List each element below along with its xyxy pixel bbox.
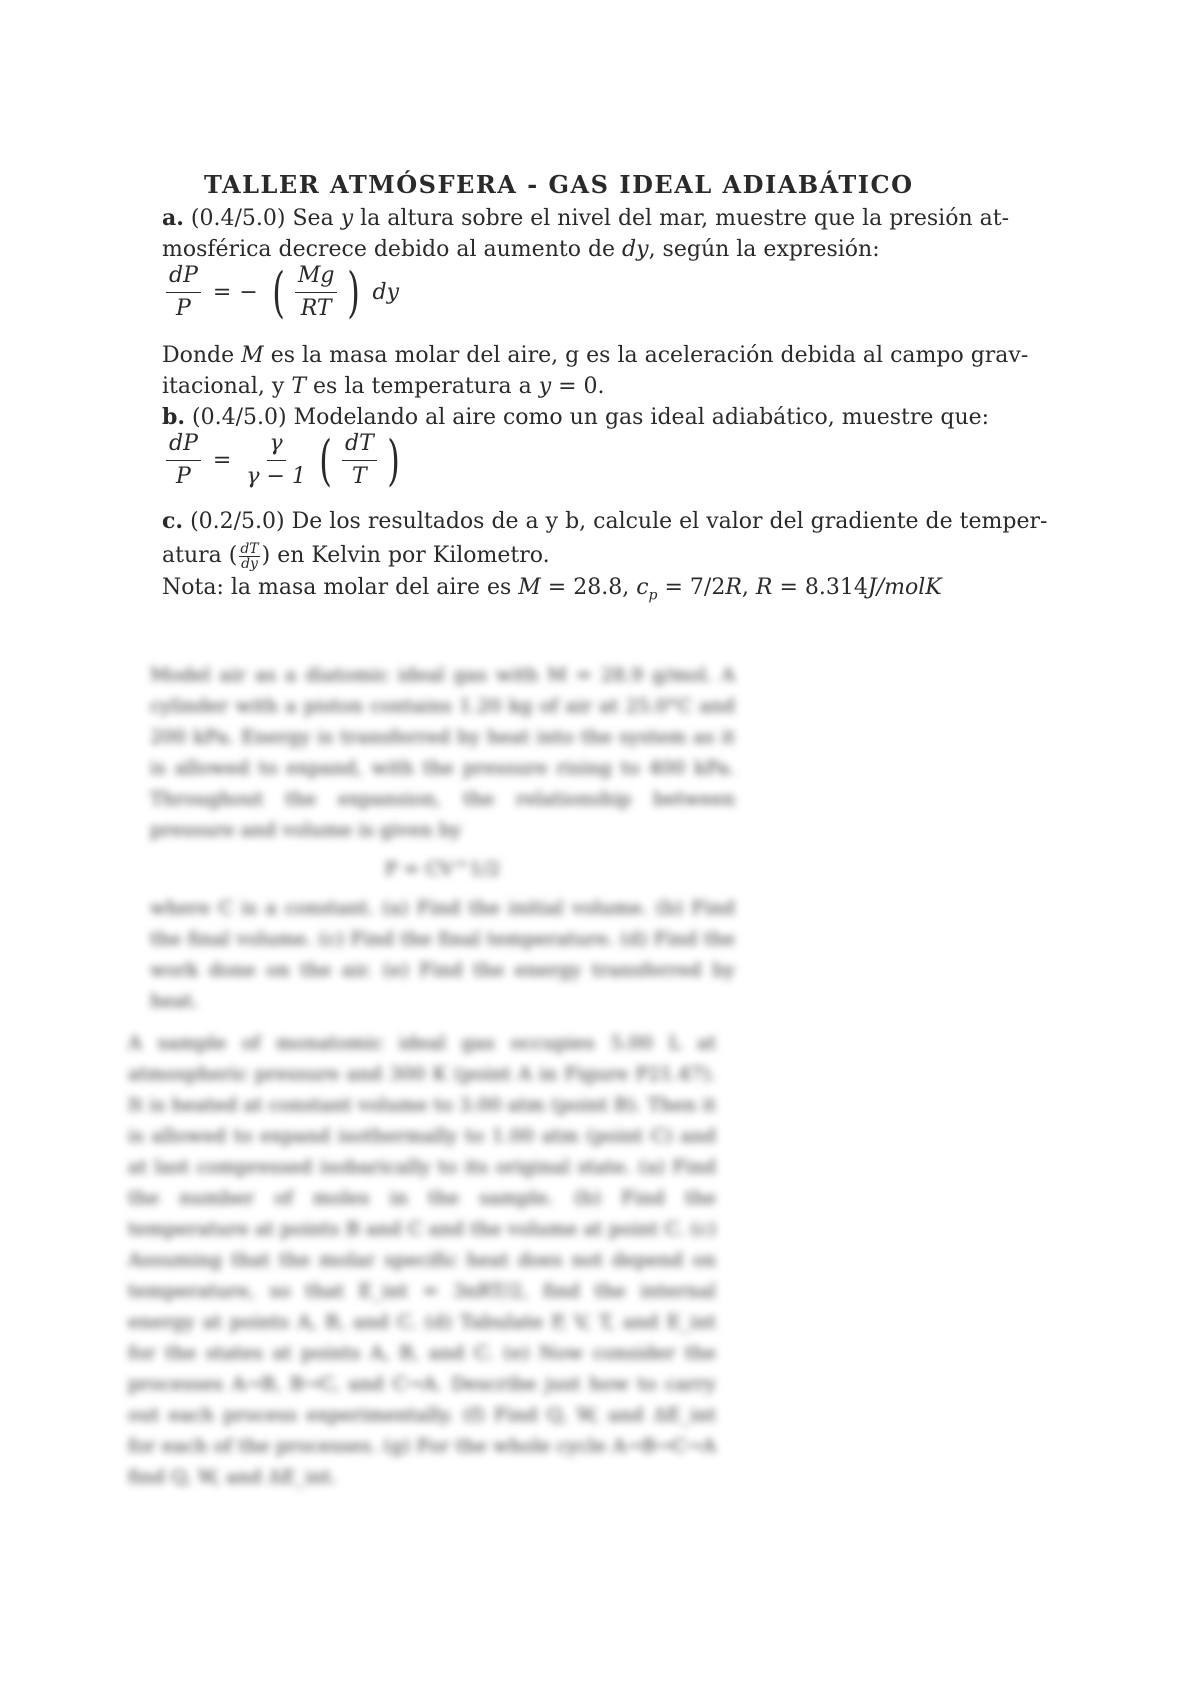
equation-b: $\frac{dP}{P}$ = $\frac{\gamma}{\gamma - 1}$ ( $\frac{dT}{T}$ ) [162,430,406,491]
left-paren-b: ( [319,428,332,492]
part-a-label: a. [162,205,184,231]
part-c-note: Nota: la masa molar del aire es M = 28.8, $c_p = 7/2R$, R = 8.314J/molK [162,575,942,604]
blurred-problem-2-paragraph: A sample of monatomic ideal gas occupies 5.00 L at atmospheric pressure and 300 K (point A in Figure P21.47). It is heated at constant volume to 3.00 atm (point B). Then it is allowed to expand isothermally to 1.00 atm (point C) and at last compressed isobarically to its original state. (a) Find the number of moles in the sample. (b) Find the temperature at points B and C and the volume at point C. (c) Assuming that the molar specific heat does not depend on temperature, so that E_int = 3nRT/2, find the internal energy at points A, B, and C. (d) Tabulate P, V, T, and E_int for the states at points A, B, and C. (e) Now consider the processes A→B, B→C, and C→A. Describe just how to carry out each process experimentally. (f) Find Q, W, and ΔE_int for each of the processes. (g) For the whole cycle A→B→C→A find Q, W, and ΔE_int. [128,1032,716,1488]
fraction-gamma: $\frac{\gamma}{\gamma - 1}$ [246,431,306,489]
fraction-dp-over-p-b: $\frac{dP}{P}$ [166,430,201,491]
fraction-dt-dy: $\frac{dT}{dy}$ [240,540,259,572]
blurred-problem-2 [128,1028,716,1493]
right-paren: ) [347,260,361,324]
right-paren-b: ) [386,428,400,492]
fraction-dp-over-p: $\frac{dP}{P}$ [166,262,201,323]
blurred-problem-1-paragraph-2: where C is a constant. (a) Find the initial volume. (b) Find the final volume. (c) Find the final temperature. (d) Find the work done on the air. (e) Find the energy transferred by heat. [150,897,735,1012]
document-title: TALLER ATMÓSFERA - GAS IDEAL ADIABÁTICO [204,170,914,199]
fraction-dt-over-t: $\frac{dT}{T}$ [342,430,377,491]
blurred-problem-1 [150,660,735,1017]
equation-a: $\frac{dP}{P}$ = − ( $\frac{Mg}{RT}$ ) dy [162,262,399,323]
part-c-line-2: atura ( $\frac{dT}{dy}$ ) en Kelvin por Kilometro. [162,540,550,572]
part-b-line: b. (0.4/5.0) Modelando al aire como un gas ideal adiabático, muestre que: [162,404,990,430]
left-paren: ( [271,260,285,324]
blurred-problem-1-paragraph-1: Model air as a diatomic ideal gas with M = 28.9 g/mol. A cylinder with a piston contains 1.20 kg of air at 25.0°C and 200 kPa. Energy is transferred by heat into the system as it is allowed to expand, with the pressure rising to 400 kPa. Throughout the expansion, the relationship between pressure and volume is given by [150,664,735,841]
part-c-line-1: c. (0.2/5.0) De los resultados de a y b, calcule el valor del gradiente de temper- [162,508,1048,534]
part-a-donde-line-2: itacional, y T es la temperatura a y = 0. [162,374,605,399]
fraction-mg-over-rt: $\frac{Mg}{RT}$ [295,262,338,323]
blurred-problem-1-equation: P = CV^1/2 [384,858,501,880]
part-a-line-2: mosférica decrece debido al aumento de dy, según la expresión: [162,237,880,262]
part-a-line-1: a. (0.4/5.0) Sea y la altura sobre el nivel del mar, muestre que la presión at- [162,205,1010,231]
part-b-label: b. [162,404,186,430]
part-c-label: c. [162,508,184,534]
part-a-donde-line-1: Donde M es la masa molar del aire, g es la aceleración debida al campo grav- [162,343,1029,368]
